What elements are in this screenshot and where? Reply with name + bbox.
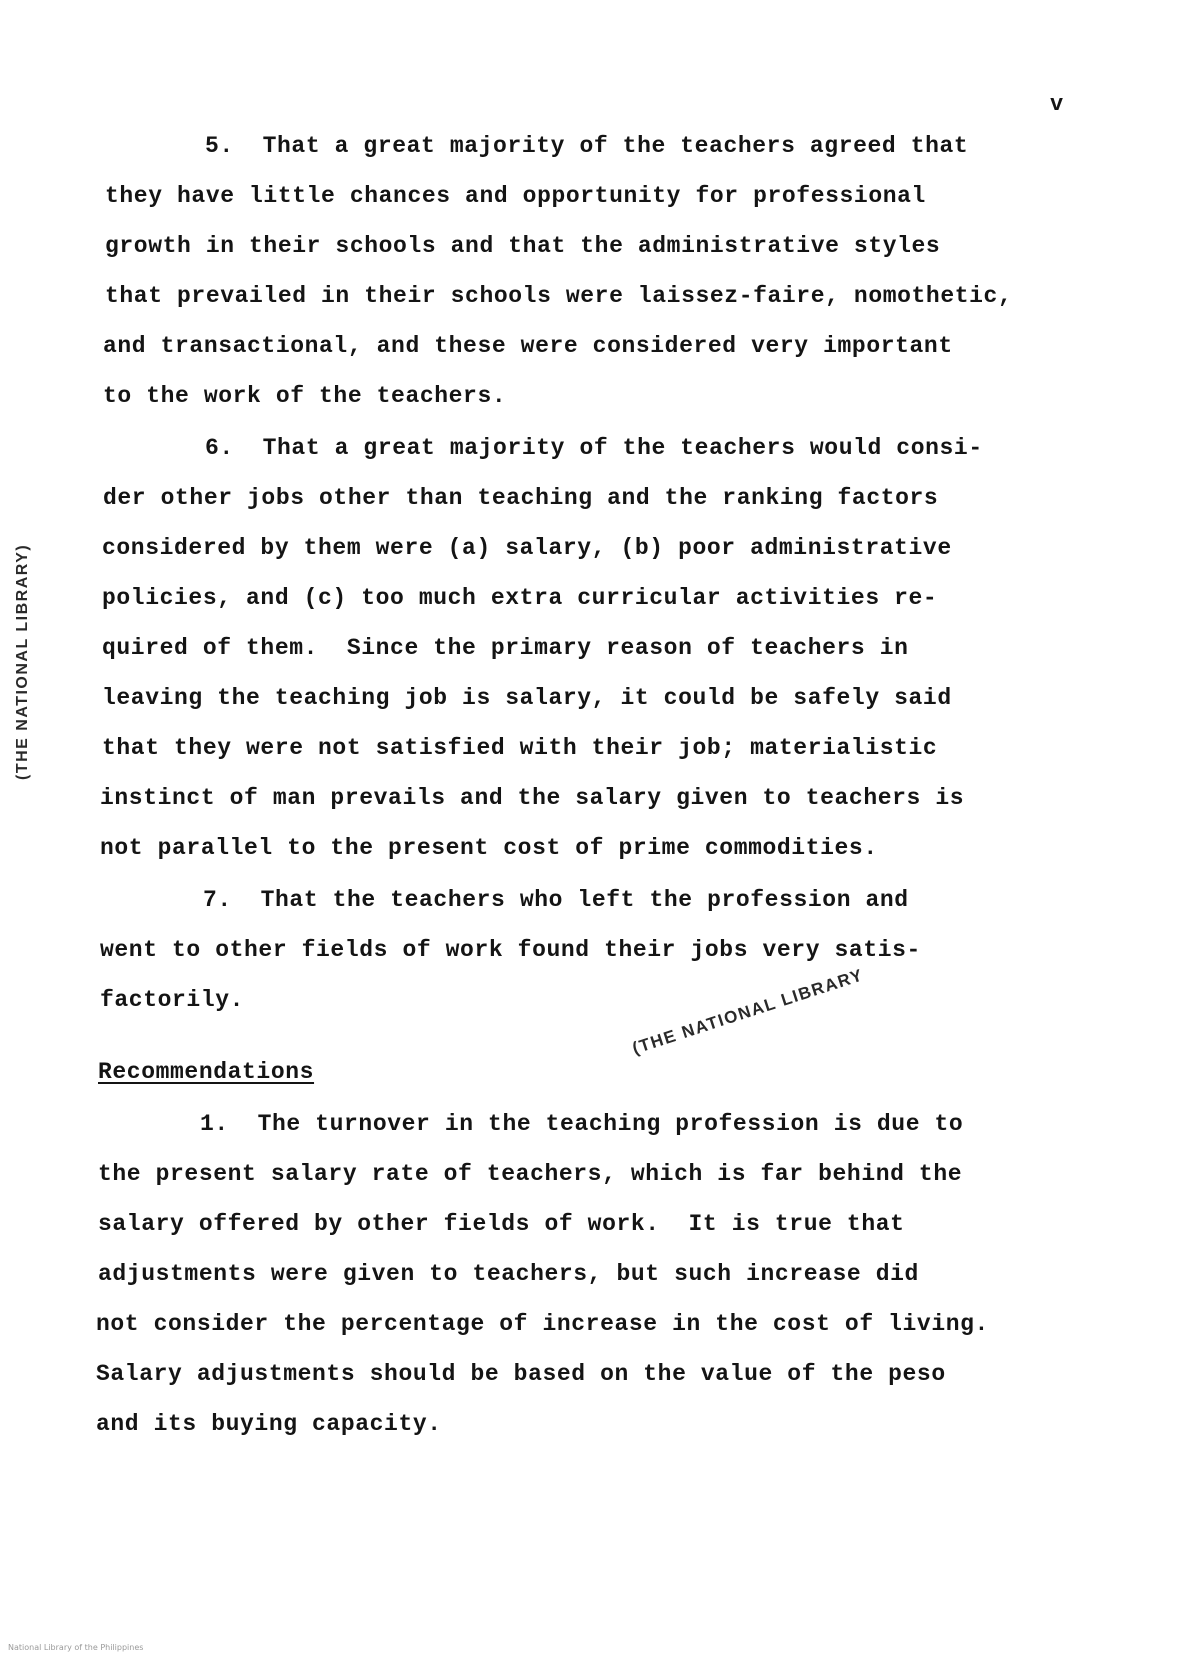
body-line: that they were not satisfied with their job; materialistic [102,735,938,761]
body-line: factorily. [100,987,245,1013]
body-line: 5. That a great majority of the teachers agreed that [205,133,969,159]
recommendation-line: Salary adjustments should be based on the value of the peso [96,1361,946,1387]
body-line: growth in their schools and that the administrative styles [105,233,941,259]
page-number: v [1050,92,1064,117]
body-line: they have little chances and opportunity for professional [105,183,926,209]
body-line: considered by them were (a) salary, (b) poor administrative [102,535,952,561]
body-line: 6. That a great majority of the teachers would consi- [205,435,983,461]
recommendation-line: adjustments were given to teachers, but such increase did [98,1261,919,1287]
library-stamp-diagonal: (THE NATIONAL LIBRARY [630,965,866,1059]
library-stamp-vertical: (THE NATIONAL LIBRARY) [14,543,31,780]
body-line: that prevailed in their schools were laissez-faire, nomothetic, [105,283,1013,309]
body-line: 7. That the teachers who left the profession and [203,887,909,913]
recommendation-line: salary offered by other fields of work. It is true that [98,1211,905,1237]
body-line: not parallel to the present cost of prime commodities. [100,835,878,861]
section-heading-recommendations: Recommendations [98,1059,315,1085]
body-line: der other jobs other than teaching and the ranking factors [103,485,939,511]
recommendation-line: the present salary rate of teachers, which is far behind the [98,1161,963,1187]
body-line: to the work of the teachers. [103,383,507,409]
body-line: instinct of man prevails and the salary given to teachers is [100,785,965,811]
body-line: went to other fields of work found their jobs very satis- [100,937,921,963]
footer-note: National Library of the Philippines [8,1643,144,1652]
body-line: leaving the teaching job is salary, it could be safely said [102,685,952,711]
recommendation-line: not consider the percentage of increase in the cost of living. [96,1311,989,1337]
recommendation-line: 1. The turnover in the teaching profession is due to [200,1111,964,1137]
body-line: and transactional, and these were considered very important [103,333,953,359]
recommendation-line: and its buying capacity. [96,1411,442,1437]
body-line: quired of them. Since the primary reason of teachers in [102,635,909,661]
body-line: policies, and (c) too much extra curricular activities re- [102,585,938,611]
